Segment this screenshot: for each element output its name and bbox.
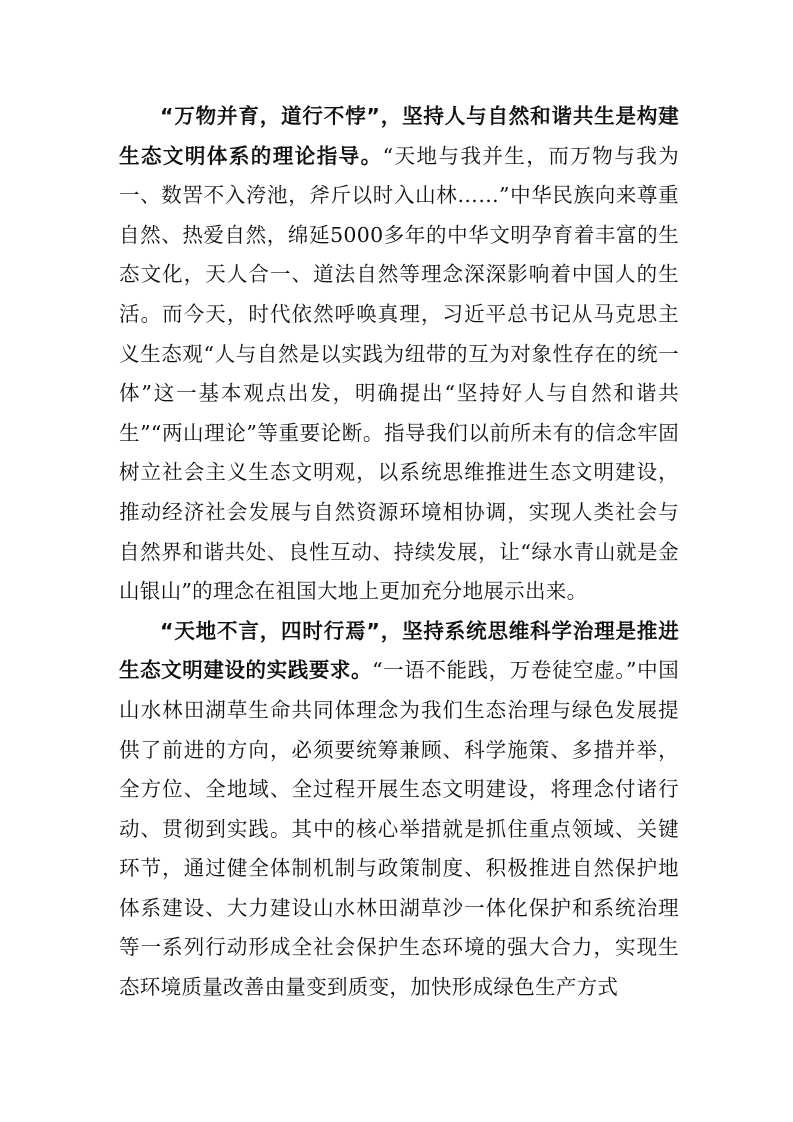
- paragraph-2-body: “一语不能践，万卷徒空虚。”中国山水林田湖草生命共同体理念为我们生态治理与绿色发展提供了前进的方向，必须要统筹兼顾、科学施策、多措并举，全方位、全地域、全过程开展生态文明建设，将理念付诸行动、贯彻到实践。其中的核心举措就是抓住重点领域、关键环节，通过健全体制机制与政策制度、积极推进自然保护地体系建设、大力建设山水林田湖草沙一体化保护和系统治理等一系列行动形成全社会保护生态环境的强大合力，实现生态环境质量改善由量变到质变，加快形成绿色生产方式: [119, 658, 679, 1000]
- document-body: [119, 97, 679, 1008]
- paragraph-1-lead: “万物并育，道行不悖”，坚持人与自然和谐共生是构建生态文明体系的理论指导。: [119, 104, 679, 168]
- paragraph-2: [119, 612, 679, 1008]
- paragraph-1-body: “天地与我并生，而万物与我为一、数罟不入洿池，斧斤以时入山林……”中华民族向来尊重自然、热爱自然，绵延5000多年的中华文明孕育着丰富的生态文化，天人合一、道法自然等理念深深影响着中国人的生活。而今天，时代依然呼唤真理，习近平总书记从马克思主义生态观“人与自然是以实践为纽带的互为对象性存在的统一体”这一基本观点出发，明确提出“坚持好人与自然和谐共生”“两山理论”等重要论断。指导我们以前所未有的信念牢固树立社会主义生态文明观，以系统思维推进生态文明建设，推动经济社会发展与自然资源环境相协调，实现人类社会与自然界和谐共处、良性互动、持续发展，让“绿水青山就是金山银山”的理念在祖国大地上更加充分地展示出来。: [119, 143, 679, 604]
- paragraph-1: [119, 97, 679, 612]
- paragraph-2-lead: “天地不言，四时行焉”，坚持系统思维科学治理是推进生态文明建设的实践要求。: [119, 618, 679, 683]
